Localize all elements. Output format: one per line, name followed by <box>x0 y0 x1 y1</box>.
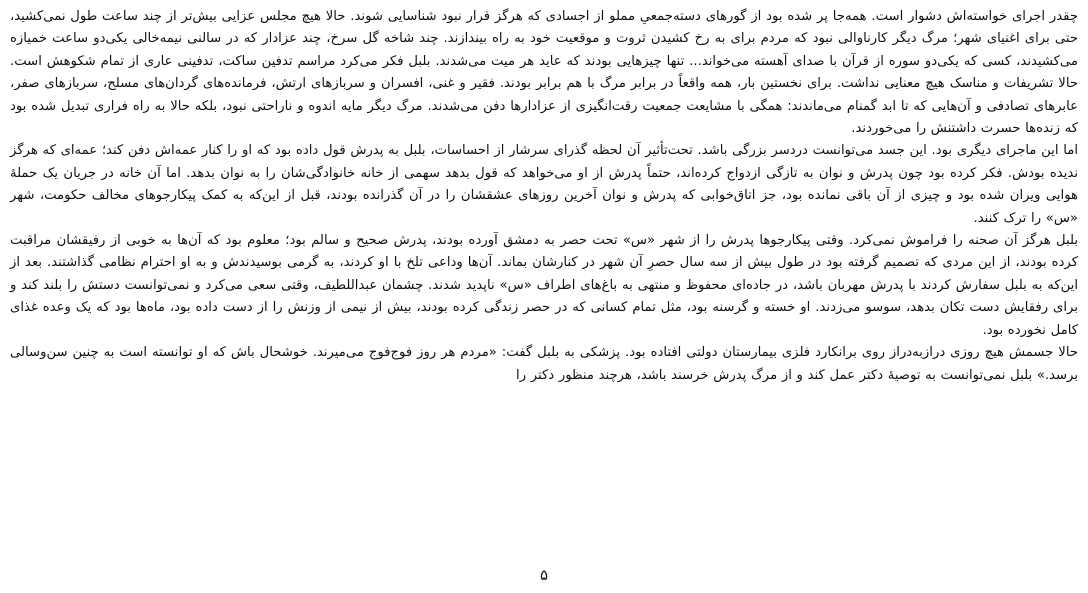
paragraph-1: چقدر اجرای خواسته‌اش دشوار است. همه‌جا پر شده بود از گورهای دسته‌جمعیِ مملو از اجسادی که هرگز قرار نبود شناسایی شوند. حالا هیچ مجلس عزایی بیش‌تر از چند ساعت طول نمی‌کشید، حتی برای اغنیای شهر؛ مرگ دیگر کارناوالی نبود که مردم برای به رخ کشیدن ثروت و موقعیت خود به راه بیندازند. چند شاخه گل سرخ، چند عزادار که در سالنی نیمه‌خالی یکی‌دو ساعت خمیازه می‌کشیدند، کسی که یکی‌دو سوره از قرآن با صدای آهسته می‌خواند... تنها چیزهایی بودند که عاید هر میت می‌شدند. بلبل فکر می‌کرد مراسم تدفین ساکت، تدفینی عاری از تمام شکوهش است. حالا تشریفات و مناسک هیچ معنایی نداشت. برای نخستین بار، همه واقعاً در برابر مرگ با هم برابر بودند. فقیر و غنی، افسران و سربازهای ارتش، فرمانده‌های گردان‌های مسلح، سربازهای صفر، عابرهای تصادفی و آن‌هایی که تا ابد گمنام می‌ماندند: همگی با مشایعت جمعیت رقت‌انگیزی از عزادارها دفن می‌شدند. مرگ دیگر مایه اندوه و ناراحتی نبود، بلکه حالا به راه فراری تبدیل شده بود که زنده‌ها حسرت داشتنش را می‌خوردند. <box>10 9 1078 137</box>
page-number: ۵ <box>539 566 549 584</box>
paragraph-3: بلبل هرگز آن صحنه را فراموش نمی‌کرد. وقتی پیکارجوها پدرش را از شهر «س» تحت حصر به دمشق آورده بودند، پدرش صحیح و سالم بود؛ معلوم بود که آن‌ها به خوبی از رفیقشان مراقبت کرده بودند، از این مردی که تصمیم گرفته بود در طول بیش از سه سال حصرِ آن شهر در کنارشان بماند. آن‌ها وداعی تلخ با او کردند، به گرمی بوسیدندش و به او احترام نظامی گذاشتند. بعد از این‌که به بلبل سفارش کردند با پدرش مهربان باشد، در جاده‌ای محفوظ و منتهی به باغ‌های اطراف «س» ناپدید شدند. چشمان عبداللطیف، وقتی سعی می‌کرد و نمی‌توانست دستش را بلند کند و برای رفقایش دست تکان بدهد، سوسو می‌زدند. او خسته و گرسنه بود، مثل تمام کسانی که در حصر زندگی کرده بودند، بیش از نیمی از وزنش را از دست داده بود، ماه‌ها بود که یک وعده غذای کامل نخورده بود. <box>10 233 1078 338</box>
paragraph-4: حالا جسمش هیچ روزی درازبه‌دراز روی برانکارد فلزی بیمارستان دولتی افتاده بود. پزشکی به بلبل گفت: «مردم هر روز فوج‌فوج می‌میرند. خوشحال باش که او توانسته است به چنین سن‌وسالی برسد.» بلبل نمی‌توانست به توصیهٔ دکتر عمل کند و از مرگ پدرش خرسند باشد، هرچند منظور دکتر را <box>10 345 1078 383</box>
paragraph-2: اما این ماجرای دیگری بود. این جسد می‌توانست دردسر بزرگی باشد. تحت‌تأثیر آن لحظه گذرای سرشار از احساسات، بلبل به پدرش قول داده بود که او را کنار عمه‌اش دفن کند؛ عمه‌ای که هرگز ندیده بودش. فکر کرده بود چون پدرش و نوان به تازگی ازدواج کرده‌اند، حتماً پدرش از او می‌خواهد که قول بدهد سهمی از خانه خانوادگی‌شان را به نوان بدهد. اما آن خانه در جریان یک حملهٔ هوایی ویران شده بود و چیزی از آن باقی نمانده بود، جز اتاق‌خوابی که پدرش و نوان آخرین روزهای عشقشان را در آن گذرانده بودند، قبل از این‌که به کمک پیکارجوهای مخالف حکومت، شهر «س» را ترک کنند. <box>10 143 1078 226</box>
body-text <box>10 6 1078 387</box>
